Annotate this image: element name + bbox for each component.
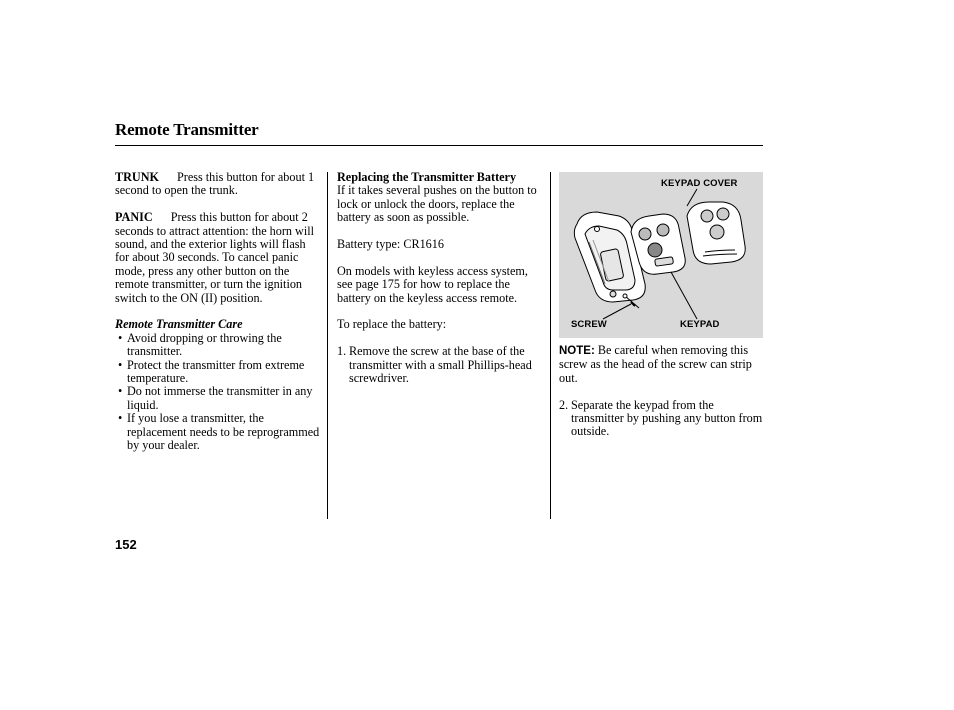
column-1	[115, 171, 320, 453]
battery-heading: Replacing the Transmitter Battery	[337, 170, 517, 184]
trunk-text: Press this button for about 1 second to open the trunk.	[115, 170, 315, 198]
page-title: Remote Transmitter	[115, 120, 259, 139]
step-1	[337, 345, 543, 385]
column-2	[337, 171, 543, 385]
care-list	[115, 332, 320, 453]
trunk-paragraph	[115, 171, 320, 198]
list-item: • If you lose a transmitter, the replacement needs to be reprogrammed by your dealer.	[115, 412, 320, 452]
note-paragraph	[559, 344, 763, 385]
note-label: NOTE:	[559, 345, 595, 357]
list-item: • Avoid dropping or throwing the transmitter.	[115, 332, 320, 359]
transmitter-illustration	[559, 172, 763, 338]
step-2	[559, 399, 763, 439]
step-2-number: 2.	[559, 397, 569, 412]
panic-text: Press this button for about 2 seconds to attract attention: the horn will sound, and the exterior lights will flash for about 30 seconds. To cancel panic mode, press any other button on the remote transmitter, or turn the ignition switch to the ON (II) position.	[115, 210, 315, 305]
battery-type: Battery type: CR1616	[337, 237, 444, 252]
trunk-label: TRUNK	[115, 170, 160, 184]
battery-intro: If it takes several pushes on the button to lock or unlock the doors, replace the battery as soon as possible.	[337, 183, 537, 225]
panic-label: PANIC	[115, 210, 153, 225]
column-3	[559, 344, 763, 439]
column-divider-1	[327, 172, 328, 519]
keyless-note: On models with keyless access system, see page 175 for how to replace the battery on the keyless access remote.	[337, 263, 528, 305]
list-item: • Do not immerse the transmitter in any liquid.	[115, 385, 320, 412]
transmitter-drawing	[559, 172, 763, 338]
label-screw: SCREW	[571, 319, 607, 330]
note-text: Be careful when removing this screw as the head of the screw can strip out.	[559, 343, 752, 385]
step-1-text: Remove the screw at the base of the transmitter with a small Phillips-head screwdriver.	[349, 344, 532, 386]
step-2-text: Separate the keypad from the transmitter by pushing any button from outside.	[571, 397, 763, 439]
list-item: • Protect the transmitter from extreme temperature.	[115, 359, 320, 386]
care-heading: Remote Transmitter Care	[115, 317, 243, 332]
panic-paragraph	[115, 211, 320, 305]
label-keypad-cover: KEYPAD COVER	[661, 178, 738, 189]
title-rule	[115, 145, 763, 146]
step-1-number: 1.	[337, 344, 347, 359]
keypad-cover	[687, 202, 745, 264]
label-keypad: KEYPAD	[680, 319, 720, 330]
to-replace: To replace the battery:	[337, 317, 447, 332]
page-number: 152	[115, 537, 137, 552]
column-divider-2	[550, 172, 551, 519]
